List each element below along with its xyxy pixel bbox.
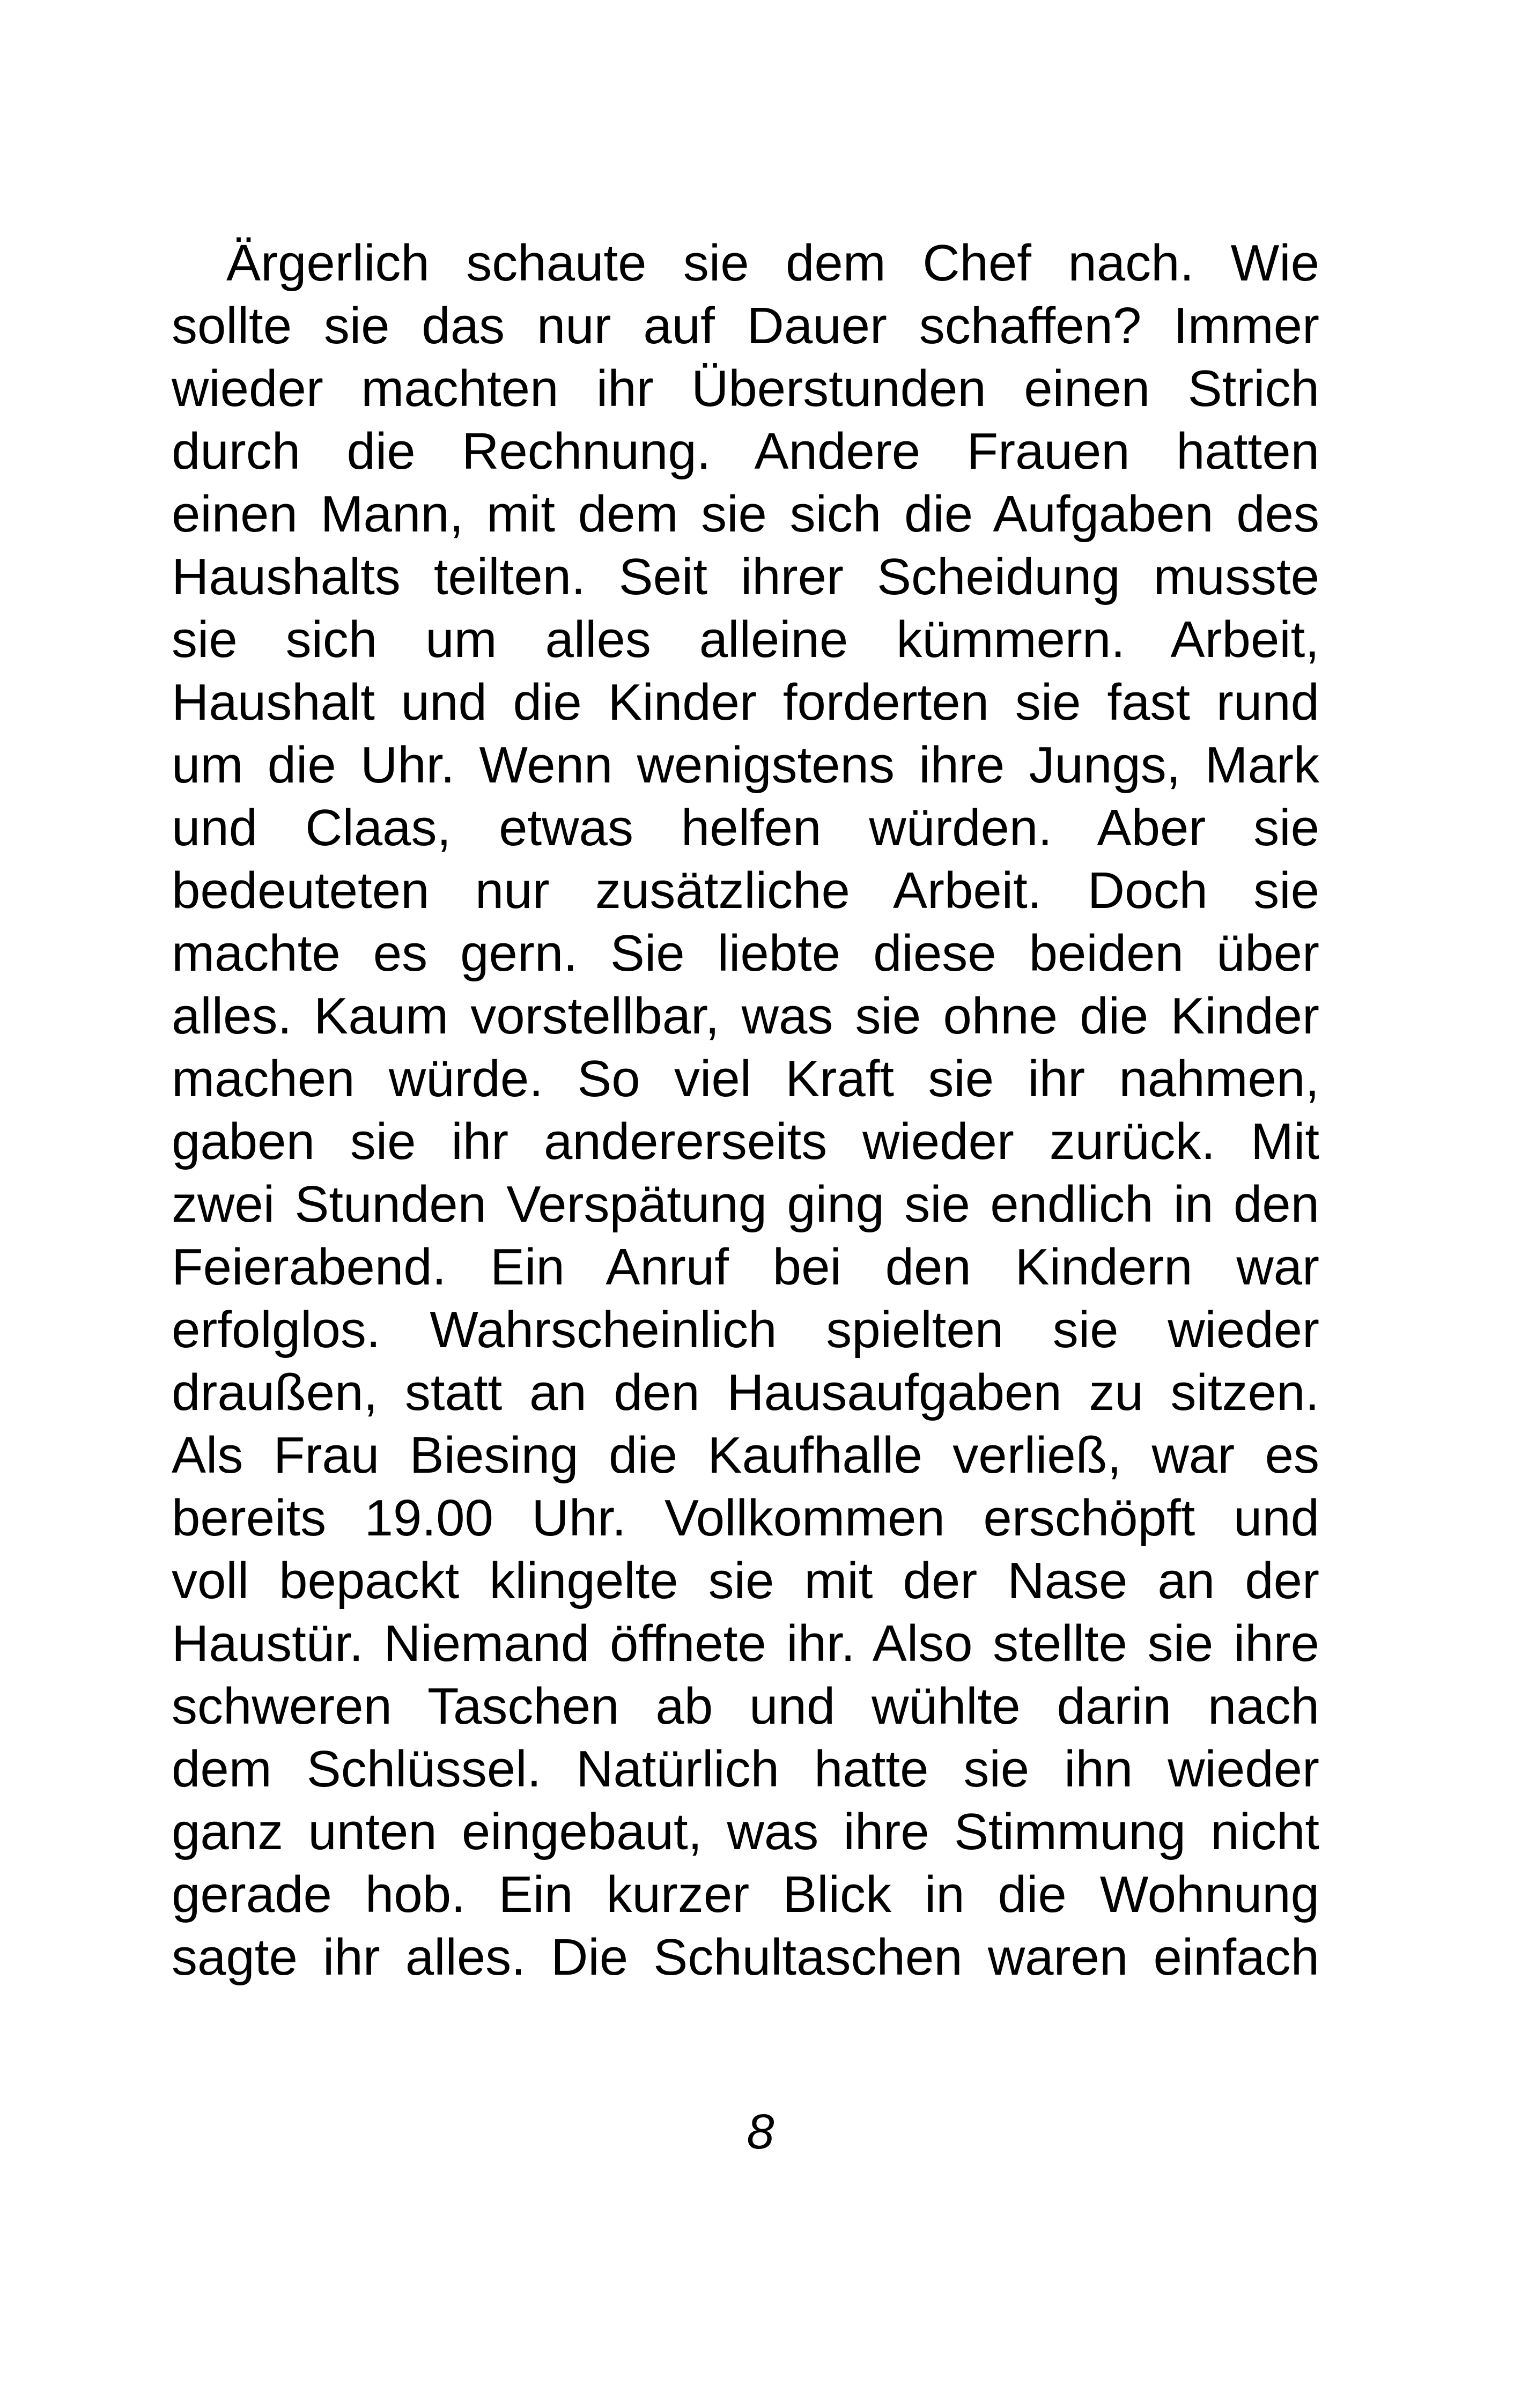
text-line: Haustür. Niemand öffnete ihr. Also stellte sie ihre: [172, 1615, 1319, 1672]
text-line: und Claas, etwas helfen würden. Aber sie: [172, 799, 1319, 856]
text-line: sie sich um alles alleine kümmern. Arbeit,: [172, 611, 1319, 668]
text-line: einen Mann, mit dem sie sich die Aufgaben des: [172, 485, 1319, 543]
text-line: schweren Taschen ab und wühlte darin nach: [172, 1678, 1319, 1735]
text-line: voll bepackt klingelte sie mit der Nase an der: [172, 1552, 1319, 1609]
text-line: bereits 19.00 Uhr. Vollkommen erschöpft und: [172, 1489, 1319, 1547]
page-number: 8: [747, 2104, 774, 2159]
text-line: um die Uhr. Wenn wenigstens ihre Jungs, Mark: [172, 736, 1319, 794]
text-line: durch die Rechnung. Andere Frauen hatten: [172, 423, 1319, 480]
text-line: bedeuteten nur zusätzliche Arbeit. Doch sie: [172, 862, 1319, 919]
text-line: sollte sie das nur auf Dauer schaffen? Immer: [172, 297, 1319, 354]
text-line: machte es gern. Sie liebte diese beiden über: [172, 925, 1319, 982]
text-line: erfolglos. Wahrscheinlich spielten sie wieder: [172, 1301, 1319, 1358]
text-line: gerade hob. Ein kurzer Blick in die Wohnung: [172, 1866, 1319, 1923]
body-paragraph: [172, 232, 1319, 1989]
text-line: dem Schlüssel. Natürlich hatte sie ihn wieder: [172, 1740, 1319, 1798]
text-line: Feierabend. Ein Anruf bei den Kindern war: [172, 1238, 1319, 1296]
text-line: Haushalts teilten. Seit ihrer Scheidung musste: [172, 548, 1319, 605]
text-line: alles. Kaum vorstellbar, was sie ohne die Kinder: [172, 987, 1319, 1045]
text-line: machen würde. So viel Kraft sie ihr nahmen,: [172, 1050, 1319, 1107]
text-line: Als Frau Biesing die Kaufhalle verließ, war es: [172, 1427, 1319, 1484]
text-line: gaben sie ihr andererseits wieder zurück. Mit: [172, 1113, 1319, 1170]
text-line: sagte ihr alles. Die Schultaschen waren einfach: [172, 1929, 1319, 1986]
text-line: zwei Stunden Verspätung ging sie endlich in den: [172, 1176, 1319, 1233]
text-line: draußen, statt an den Hausaufgaben zu sitzen.: [172, 1364, 1319, 1421]
text-line: Haushalt und die Kinder forderten sie fast rund: [172, 674, 1319, 731]
text-line: wieder machten ihr Überstunden einen Strich: [172, 360, 1319, 417]
text-line: Ärgerlich schaute sie dem Chef nach. Wie: [226, 234, 1319, 292]
text-line: ganz unten eingebaut, was ihre Stimmung nicht: [172, 1803, 1319, 1860]
